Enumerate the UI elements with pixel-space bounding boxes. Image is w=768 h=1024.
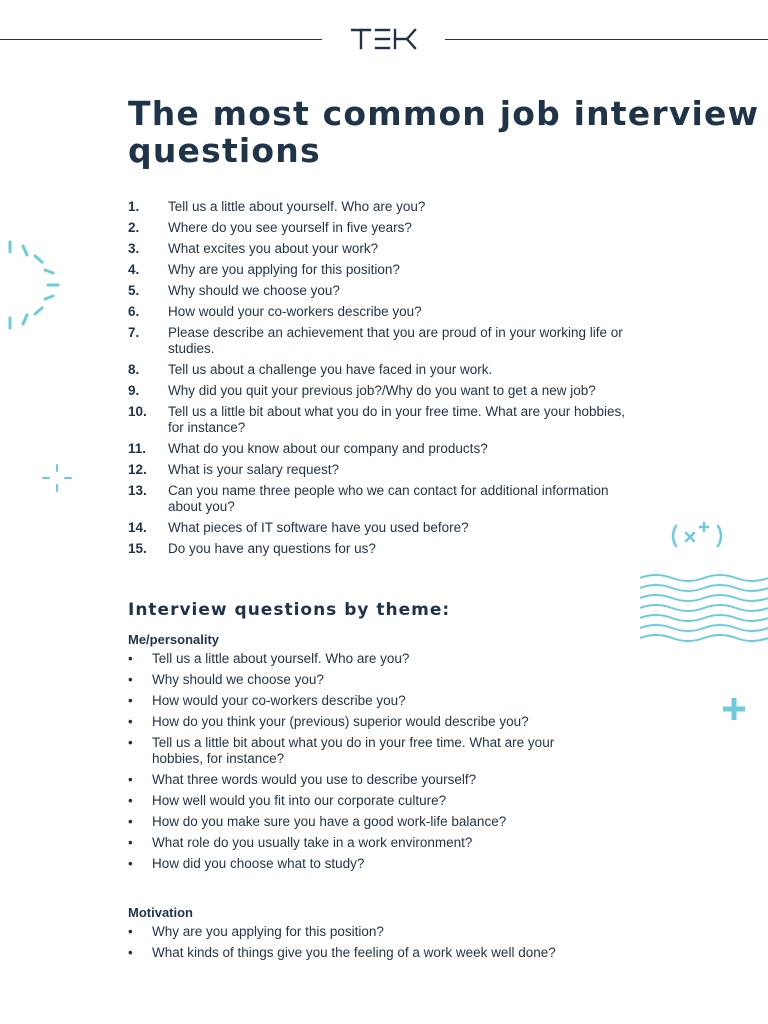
- question-text: Where do you see yourself in five years?: [168, 220, 412, 235]
- theme-question-text: What role do you usually take in a work environment?: [152, 835, 473, 850]
- question-number: 11.: [128, 441, 147, 456]
- question-text: What pieces of IT software have you used before?: [168, 520, 469, 535]
- bullet-icon: •: [128, 945, 133, 960]
- bullet-icon: •: [128, 651, 133, 666]
- theme-question-text: How well would you fit into our corporate culture?: [152, 793, 447, 808]
- question-text: Can you name three people who we can contact for additional information about you?: [168, 483, 609, 514]
- question-item: [128, 541, 628, 557]
- bullet-icon: •: [128, 814, 133, 829]
- bullet-icon: •: [128, 856, 133, 871]
- theme-question-text: How would your co-workers describe you?: [152, 693, 406, 708]
- question-number: 6.: [128, 304, 140, 319]
- question-number: 2.: [128, 220, 140, 235]
- question-item: [128, 220, 628, 236]
- crosshair-decoration-icon: [40, 463, 74, 495]
- theme-question-item: [128, 714, 608, 730]
- question-number: 4.: [128, 262, 140, 277]
- question-number: 14.: [128, 520, 147, 535]
- group-title-motivation: Motivation: [128, 905, 193, 920]
- question-item: [128, 199, 628, 215]
- question-item: [128, 362, 628, 378]
- question-text: Why should we choose you?: [168, 283, 340, 298]
- question-item: [128, 262, 628, 278]
- header-rule-left: [0, 39, 322, 40]
- question-text: Tell us about a challenge you have faced in your work.: [168, 362, 493, 377]
- theme-question-item: [128, 945, 608, 961]
- bullet-icon: •: [128, 693, 133, 708]
- page-title: The most common job interview questions: [128, 94, 760, 170]
- question-text: Tell us a little about yourself. Who are you?: [168, 199, 426, 214]
- theme-question-item: [128, 772, 608, 788]
- bracket-cross-decoration-icon: [666, 518, 728, 552]
- question-text: Please describe an achievement that you are proud of in your working life or studies.: [168, 325, 623, 356]
- theme-question-text: What three words would you use to describe yourself?: [152, 772, 477, 787]
- theme-question-text: Tell us a little about yourself. Who are you?: [152, 651, 410, 666]
- question-number: 3.: [128, 241, 140, 256]
- theme-question-item: [128, 924, 608, 940]
- question-item: [128, 441, 628, 457]
- bullet-icon: •: [128, 714, 133, 729]
- question-text: Why did you quit your previous job?/Why do you want to get a new job?: [168, 383, 596, 398]
- question-text: Do you have any questions for us?: [168, 541, 376, 556]
- question-number: 15.: [128, 541, 147, 556]
- theme-question-item: [128, 672, 608, 688]
- header-rule-right: [445, 39, 768, 40]
- bullet-icon: •: [128, 735, 133, 750]
- theme-question-text: How do you make sure you have a good work-life balance?: [152, 814, 507, 829]
- theme-question-item: [128, 793, 608, 809]
- question-number: 8.: [128, 362, 140, 377]
- theme-question-text: How do you think your (previous) superior would describe you?: [152, 714, 529, 729]
- question-text: Tell us a little bit about what you do in your free time. What are your hobbies, for instance?: [168, 404, 625, 435]
- question-text: Why are you applying for this position?: [168, 262, 400, 277]
- motivation-list: [128, 924, 608, 966]
- theme-question-text: What kinds of things give you the feeling of a work week well done?: [152, 945, 556, 960]
- question-number: 13.: [128, 483, 147, 498]
- question-text: How would your co-workers describe you?: [168, 304, 422, 319]
- question-text: What is your salary request?: [168, 462, 340, 477]
- question-list: [128, 199, 628, 562]
- theme-question-item: [128, 814, 608, 830]
- question-item: [128, 404, 628, 436]
- question-item: [128, 304, 628, 320]
- question-number: 10.: [128, 404, 147, 419]
- waves-decoration-icon: [640, 572, 768, 644]
- theme-question-text: Tell us a little bit about what you do in your free time. What are your hobbies, for instance?: [152, 735, 555, 766]
- question-item: [128, 520, 628, 536]
- question-item: [128, 241, 628, 257]
- personality-list: [128, 651, 608, 877]
- question-item: [128, 283, 628, 299]
- plus-decoration-icon: [721, 696, 747, 722]
- question-item: [128, 383, 628, 399]
- theme-question-text: Why should we choose you?: [152, 672, 324, 687]
- question-item: [128, 325, 628, 357]
- bullet-icon: •: [128, 924, 133, 939]
- theme-question-item: [128, 835, 608, 851]
- theme-question-item: [128, 693, 608, 709]
- section-title: Interview questions by theme:: [128, 600, 451, 620]
- tek-logo: [351, 27, 417, 51]
- bullet-icon: •: [128, 672, 133, 687]
- theme-question-item: [128, 651, 608, 667]
- sunburst-decoration-icon: [0, 236, 70, 342]
- question-number: 12.: [128, 462, 147, 477]
- bullet-icon: •: [128, 772, 133, 787]
- theme-question-text: How did you choose what to study?: [152, 856, 365, 871]
- question-item: [128, 462, 628, 478]
- question-text: What do you know about our company and products?: [168, 441, 488, 456]
- bullet-icon: •: [128, 793, 133, 808]
- question-number: 9.: [128, 383, 140, 398]
- question-text: What excites you about your work?: [168, 241, 379, 256]
- group-title-personality: Me/personality: [128, 632, 220, 647]
- theme-question-item: [128, 735, 608, 767]
- question-number: 1.: [128, 199, 140, 214]
- question-item: [128, 483, 628, 515]
- question-number: 7.: [128, 325, 140, 340]
- bullet-icon: •: [128, 835, 133, 850]
- theme-question-text: Why are you applying for this position?: [152, 924, 384, 939]
- question-number: 5.: [128, 283, 140, 298]
- theme-question-item: [128, 856, 608, 872]
